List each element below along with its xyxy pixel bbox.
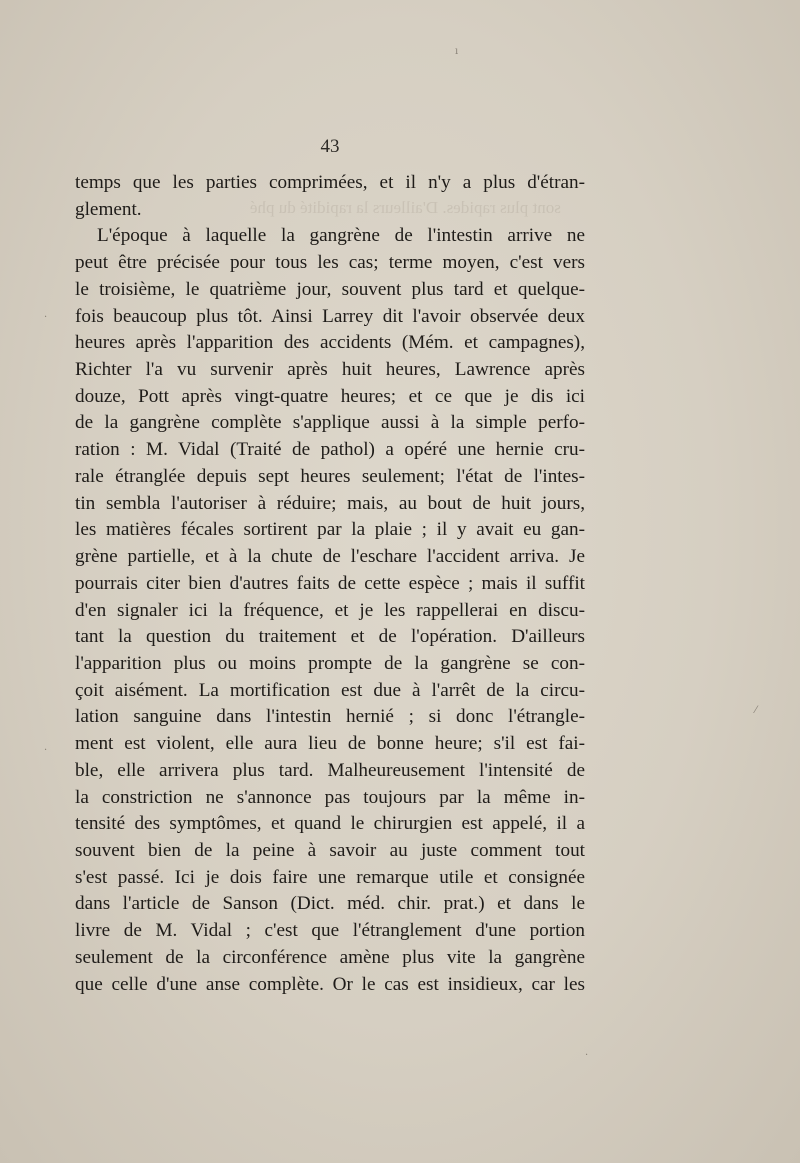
text-line: que celle d'une anse complète. Or le cas est insidieux, car les: [75, 973, 585, 995]
text-line: la constriction ne s'annonce pas toujours par la même in-: [75, 786, 585, 808]
text-line: l'apparition plus ou moins prompte de la gangrène se con-: [75, 652, 585, 674]
text-line: ble, elle arrivera plus tard. Malheureusement l'intensité de: [75, 759, 585, 781]
bleed-through-text: sont plus rapides. D'ailleurs la rapidité du phé: [250, 198, 561, 217]
paper-speck: ·: [585, 1050, 589, 1061]
text-line: douze, Pott après vingt-quatre heures; et ce que je dis ici: [75, 385, 585, 407]
paper-speck: ·: [44, 312, 48, 323]
text-line: rale étranglée depuis sept heures seulement; l'état de l'intes-: [75, 465, 585, 487]
text-line: tin sembla l'autoriser à réduire; mais, au bout de huit jours,: [75, 492, 585, 514]
text-line: livre de M. Vidal ; c'est que l'étranglement d'une portion: [75, 920, 585, 942]
text-line: souvent bien de la peine à savoir au juste comment tout: [75, 839, 585, 861]
text-line: ment est violent, elle aura lieu de bonne heure; s'il est fai-: [75, 733, 585, 755]
text-line: ration : M. Vidal (Traité de pathol) a opéré une hernie cru-: [75, 439, 585, 461]
text-line: fois beaucoup plus tôt. Ainsi Larrey dit l'avoir observée deux: [75, 305, 585, 327]
text-line: s'est passé. Ici je dois faire une remarque utile et consignée: [75, 866, 585, 888]
text-line: d'en signaler ici la fréquence, et je les rappellerai en discu-: [75, 599, 585, 621]
text-line: lation sanguine dans l'intestin hernié ; si donc l'étrangle-: [75, 706, 585, 728]
page-number: 43: [320, 136, 340, 157]
paper-speck: ı: [455, 46, 459, 57]
text-line: çoit aisément. La mortification est due à l'arrêt de la circu-: [75, 679, 585, 701]
text-line: L'époque à laquelle la gangrène de l'intestin arrive ne: [97, 225, 585, 247]
paper-speck: ·: [44, 745, 48, 756]
text-line: glement.: [75, 198, 142, 220]
text-line: seulement de la circonférence amène plus vite la gangrène: [75, 946, 585, 968]
text-line: pourrais citer bien d'autres faits de cette espèce ; mais il suffit: [75, 572, 585, 594]
text-line: peut être précisée pour tous les cas; terme moyen, c'est vers: [75, 252, 585, 274]
text-line: heures après l'apparition des accidents (Mém. et campagnes),: [75, 332, 585, 354]
text-line: tant la question du traitement et de l'opération. D'ailleurs: [75, 626, 585, 648]
text-line: de la gangrène complète s'applique aussi à la simple perfo-: [75, 412, 585, 434]
text-line: tensité des symptômes, et quand le chirurgien est appelé, il a: [75, 813, 585, 835]
text-line: le troisième, le quatrième jour, souvent plus tard et quelque-: [75, 278, 585, 300]
text-line: Richter l'a vu survenir après huit heures, Lawrence après: [75, 359, 585, 381]
text-line: temps que les parties comprimées, et il n'y a plus d'étran-: [75, 172, 585, 193]
body-text: [75, 170, 585, 998]
text-line: grène partielle, et à la chute de l'eschare l'accident arriva. Je: [75, 546, 585, 568]
paper-speck: ⁄: [755, 705, 757, 716]
text-line: les matières fécales sortirent par la plaie ; il y avait eu gan-: [75, 519, 585, 541]
text-line: dans l'article de Sanson (Dict. méd. chir. prat.) et dans le: [75, 893, 585, 915]
